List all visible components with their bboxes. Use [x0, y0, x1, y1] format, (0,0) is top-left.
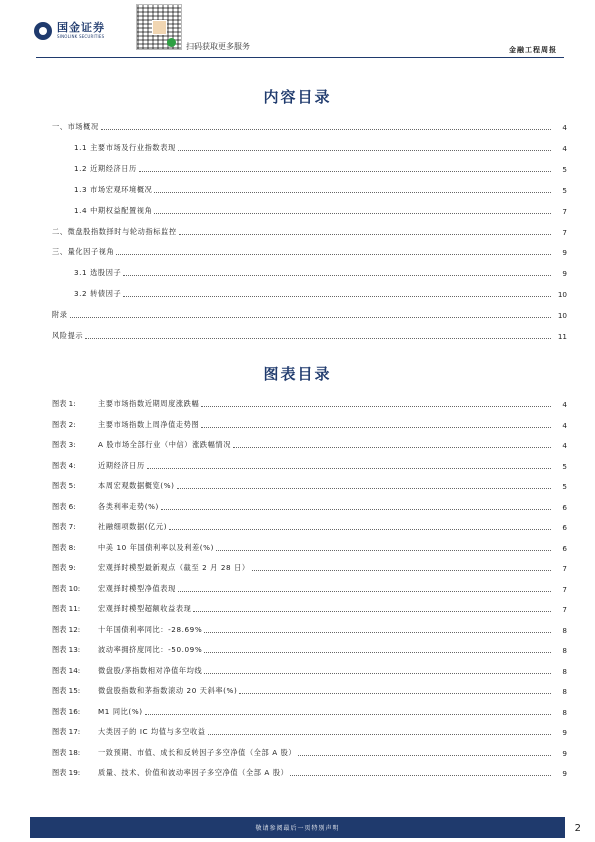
logo-name-en: SINOLINK SECURITIES — [57, 34, 105, 39]
figure-entry[interactable] — [52, 418, 567, 430]
toc-entry[interactable] — [74, 162, 567, 174]
figure-entry[interactable] — [52, 725, 567, 737]
figure-entry-title: 十年国债利率同比：-28.69% — [98, 624, 203, 634]
figure-entry-page: 8 — [562, 646, 567, 655]
figure-entry-title: 社融细项数据(亿元) — [98, 522, 168, 531]
figure-entry[interactable] — [52, 623, 567, 635]
figure-entry-title: A 股市场全部行业（中信）涨跌幅情况 — [98, 440, 232, 449]
dot-leader — [290, 775, 551, 776]
toc-entry[interactable] — [74, 266, 567, 278]
toc-entry[interactable] — [52, 120, 567, 132]
figure-entry-title: 宏观择时模型超额收益表现 — [98, 604, 192, 613]
figure-entry-title: 微盘股/茅指数相对净值年均线 — [98, 665, 203, 675]
figure-entry[interactable] — [52, 561, 567, 573]
qr-center-logo-icon — [152, 20, 167, 35]
company-logo — [34, 22, 105, 40]
figure-entry[interactable] — [52, 746, 567, 758]
figure-entry-number: 图表 1: — [52, 399, 76, 408]
dot-leader — [208, 734, 551, 735]
figure-entry-number: 图表 16: — [52, 706, 81, 716]
figure-entry-page: 4 — [562, 400, 567, 409]
figure-entry[interactable] — [52, 438, 567, 450]
toc-entry-page: 7 — [562, 206, 567, 216]
figures-title: 图表目录 — [263, 365, 332, 383]
dot-leader — [101, 129, 551, 130]
toc-entry-page: 5 — [562, 185, 567, 195]
figure-entry-page: 7 — [562, 584, 567, 594]
dot-leader — [252, 570, 551, 571]
page-number: 2 — [574, 823, 581, 834]
figure-entry-page: 4 — [562, 420, 567, 430]
dot-leader — [154, 213, 551, 214]
figure-entry-page: 8 — [562, 687, 567, 696]
dot-leader — [145, 714, 551, 715]
dot-leader — [204, 652, 551, 653]
figure-entry-title: M1 同比(%) — [98, 706, 143, 716]
figure-entry-page: 6 — [562, 523, 567, 532]
figure-entry-number: 图表 3: — [52, 440, 76, 449]
dot-leader — [116, 254, 551, 255]
dot-leader — [147, 468, 551, 469]
figure-entry-title: 近期经济日历 — [98, 460, 145, 470]
figure-entry-title: 大类因子的 IC 均值与多空收益 — [98, 727, 206, 736]
dot-leader — [177, 488, 551, 489]
dot-leader — [193, 611, 551, 612]
toc-entry-label: 风险提示 — [52, 331, 84, 340]
figure-entry-title: 主要市场指数近期周度涨跌幅 — [98, 399, 200, 408]
toc-entry[interactable] — [74, 204, 567, 216]
figure-entry-number: 图表 6: — [52, 501, 76, 511]
dot-leader — [239, 693, 551, 694]
dot-leader — [178, 150, 551, 151]
figure-entry-page: 9 — [562, 769, 567, 778]
dot-leader — [204, 632, 551, 633]
figure-entry-page: 9 — [562, 728, 567, 737]
logo-name-cn: 国金证券 — [57, 21, 105, 34]
toc-entry-label: 1.3 市场宏观环境概况 — [74, 184, 153, 194]
toc-entry-label: 附录 — [52, 310, 68, 320]
dot-leader — [123, 296, 551, 297]
figure-entry[interactable] — [52, 459, 567, 471]
figure-entry-title: 各类利率走势(%) — [98, 501, 159, 511]
toc-entry[interactable] — [52, 329, 567, 341]
figure-entry-number: 图表 8: — [52, 542, 76, 552]
figure-entry-number: 图表 19: — [52, 768, 81, 777]
dot-leader — [161, 509, 551, 510]
toc-entry-label: 3.2 转债因子 — [74, 289, 122, 299]
header-divider — [36, 57, 564, 58]
figure-entry-page: 6 — [562, 543, 567, 553]
dot-leader — [123, 275, 551, 276]
toc-entry-label: 1.2 近期经济日历 — [74, 163, 137, 173]
figure-entry[interactable] — [52, 520, 567, 532]
figure-entry-number: 图表 11: — [52, 604, 81, 613]
toc-entry-label: 二、微盘股指数择时与轮动指标监控 — [52, 226, 177, 236]
toc-entry-label: 一、市场概况 — [52, 122, 99, 131]
figure-entry[interactable] — [52, 705, 567, 717]
figure-entry-title: 质量、技术、价值和波动率因子多空净值（全部 A 股） — [98, 768, 289, 777]
figure-entry-page: 8 — [562, 666, 567, 676]
figure-entry-page: 9 — [562, 748, 567, 758]
figure-entry[interactable] — [52, 541, 567, 553]
figure-entry-number: 图表 5: — [52, 481, 76, 490]
toc-entry-page: 5 — [562, 164, 567, 174]
figure-entry-page: 7 — [562, 605, 567, 614]
dot-leader — [201, 427, 551, 428]
figure-entry-number: 图表 7: — [52, 522, 76, 531]
footer-bar — [30, 817, 565, 838]
figure-entry[interactable] — [52, 643, 567, 655]
toc-entry-page: 10 — [557, 311, 567, 321]
figure-entry-number: 图表 9: — [52, 563, 76, 572]
qr-caption: 扫码获取更多服务 — [186, 42, 250, 51]
figure-entry-title: 中美 10 年国债利率以及利差(%) — [98, 542, 215, 552]
wechat-icon — [167, 38, 176, 47]
dot-leader — [178, 591, 551, 592]
figure-entry[interactable] — [52, 766, 567, 778]
figure-entry-number: 图表 17: — [52, 727, 81, 736]
figure-entry[interactable] — [52, 582, 567, 594]
dot-leader — [85, 338, 551, 339]
toc-entry-label: 三、量化因子视角 — [52, 247, 115, 257]
toc-entry-label: 1.1 主要市场及行业指数表现 — [74, 142, 176, 152]
figure-entry[interactable] — [52, 602, 567, 614]
figure-entry-page: 7 — [562, 564, 567, 573]
toc-entry-label: 3.1 选股因子 — [74, 268, 122, 278]
figure-entry[interactable] — [52, 479, 567, 491]
logo-mark-icon — [34, 22, 52, 40]
footer-disclaimer: 敬请参阅最后一页特别声明 — [255, 825, 340, 832]
toc-entry-page: 9 — [562, 269, 567, 279]
toc-entry[interactable] — [74, 287, 567, 299]
figure-entry-title: 一致预期、市值、成长和反转因子多空净值（全部 A 股） — [98, 747, 297, 757]
figure-entry-title: 本周宏观数据概览(%) — [98, 481, 175, 490]
figure-entry-number: 图表 15: — [52, 686, 81, 695]
figure-entry[interactable] — [52, 397, 567, 409]
toc-entry-page: 7 — [562, 227, 567, 237]
figure-entry-page: 6 — [562, 502, 567, 512]
dot-leader — [298, 755, 551, 756]
toc-entry[interactable] — [52, 308, 567, 320]
dot-leader — [201, 406, 551, 407]
dot-leader — [169, 529, 551, 530]
figure-entry-title: 宏观择时模型净值表现 — [98, 583, 176, 593]
dot-leader — [233, 447, 551, 448]
toc-entry-page: 4 — [562, 143, 567, 153]
toc-entry[interactable] — [74, 183, 567, 195]
figure-entry-number: 图表 4: — [52, 460, 76, 470]
dot-leader — [204, 673, 551, 674]
dot-leader — [179, 234, 551, 235]
figure-entry-page: 5 — [562, 482, 567, 491]
figure-entry-page: 8 — [562, 707, 567, 717]
toc-entry-page: 9 — [562, 248, 567, 258]
dot-leader — [139, 171, 551, 172]
figure-entry-page: 5 — [562, 461, 567, 471]
dot-leader — [154, 192, 551, 193]
report-type: 金融工程周报 — [509, 46, 557, 54]
toc-title: 内容目录 — [263, 88, 332, 106]
figure-entry[interactable] — [52, 684, 567, 696]
toc-entry-label: 1.4 中期权益配置视角 — [74, 205, 153, 215]
figure-entry-number: 图表 12: — [52, 624, 81, 634]
page-header — [0, 0, 595, 66]
figure-entry-page: 4 — [562, 441, 567, 450]
figure-entry-number: 图表 13: — [52, 645, 81, 654]
figure-entry[interactable] — [52, 500, 567, 512]
figure-entry[interactable] — [52, 664, 567, 676]
toc-entry[interactable] — [52, 225, 567, 237]
logo-text — [57, 22, 105, 40]
figure-entry-title: 微盘股指数和茅指数滚动 20 天斜率(%) — [98, 686, 238, 695]
figure-entry-number: 图表 2: — [52, 419, 76, 429]
toc-entry[interactable] — [74, 141, 567, 153]
toc-entry-page: 10 — [557, 290, 567, 300]
dot-leader — [70, 317, 551, 318]
figure-entry-page: 8 — [562, 625, 567, 635]
dot-leader — [216, 550, 551, 551]
figure-entry-number: 图表 18: — [52, 747, 81, 757]
figure-entry-title: 宏观择时模型最新观点（截至 2 月 28 日） — [98, 563, 250, 572]
figure-entry-number: 图表 10: — [52, 583, 81, 593]
figure-entry-number: 图表 14: — [52, 665, 81, 675]
figure-entry-title: 主要市场指数上周净值走势图 — [98, 419, 200, 429]
toc-entry[interactable] — [52, 245, 567, 257]
toc-entry-page: 11 — [557, 332, 567, 341]
figure-entry-title: 波动率拥挤度同比：-50.09% — [98, 645, 203, 654]
toc-entry-page: 4 — [562, 123, 567, 132]
